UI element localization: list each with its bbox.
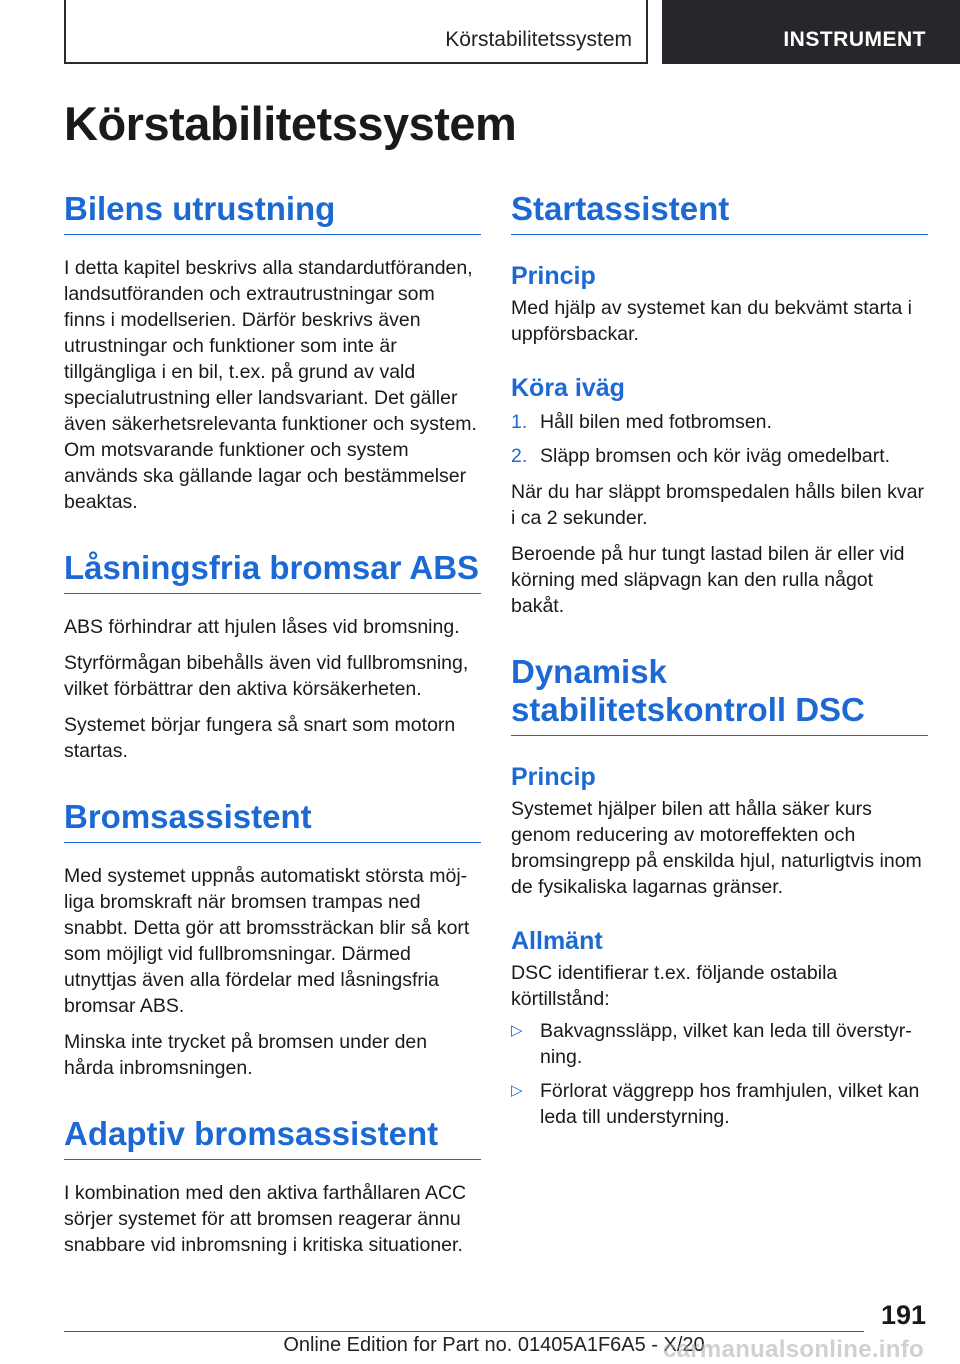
adaptiv-bromsassistent-text: I kombination med den aktiva farthållaren ACC sörjer systemet för att bromsen reagerar ännu snabbare vid inbromsning i kritiska situationer. xyxy=(64,1182,467,1256)
triangle-right-icon: ▷ xyxy=(511,1082,523,1099)
header-section-title: Körstabilitetssystem xyxy=(445,28,632,51)
kora-ivag-steps xyxy=(511,409,928,469)
heading-dsc: Dynamisk stabilitetskontroll DSC xyxy=(511,653,928,736)
heading-dsc-princip: Princip xyxy=(511,763,596,791)
bromsassistent-text-2: Minska inte trycket på bromsen under den hårda inbromsningen. xyxy=(64,1031,428,1079)
abs-text-3: Systemet börjar fungera så snart som motorn startas. xyxy=(64,714,456,762)
heading-start-princip: Princip xyxy=(511,262,596,290)
page-title: Körstabilitetssystem xyxy=(64,97,517,150)
bullet-text: Förlorat väggrepp hos framhjulen, vilket kan leda till understyrning. xyxy=(540,1080,920,1128)
bilens-utrustning-text: I detta kapitel beskrivs alla standardutföranden, landsutföranden och extrautrustningar som finns i modellserien. Därför beskrivs även utrustningar och funktioner som inte är tillgängliga i en bil, t.ex. på grund av vald specialutrustning eller landsvariant. Det gäller även säkerhetsrelevanta funktioner och system. Om motsvarande funktioner och system används ska gällande lagar och bestämmelser beaktas. xyxy=(64,257,477,513)
allmant-text: DSC identifierar t.ex. följande ostabila körtillstånd: xyxy=(511,962,838,1010)
list-item xyxy=(511,443,928,469)
header-chapter-tab xyxy=(662,0,960,64)
bullet-text: Bakvagnssläpp, vilket kan leda till överstyrning. xyxy=(540,1020,912,1068)
step-number: 1. xyxy=(511,411,528,433)
abs-text-2: Styrförmågan bibehålls även vid fullbromsning, vilket förbättrar den aktiva körsäkerheten. xyxy=(64,652,469,700)
footer-edition-text: Online Edition for Part no. 01405A1F6A5 - X/20 xyxy=(283,1334,705,1356)
list-item xyxy=(511,1078,928,1130)
heading-bilens-utrustning: Bilens utrustning xyxy=(64,190,481,235)
triangle-right-icon: ▷ xyxy=(511,1022,523,1039)
start-princip-text: Med hjälp av systemet kan du bekvämt starta i uppförsbackar. xyxy=(511,297,913,345)
watermark-text: carmanualsonline.info xyxy=(662,1336,924,1363)
step-text: Släpp bromsen och kör iväg omedelbart. xyxy=(540,445,891,467)
right-column xyxy=(511,190,928,1138)
abs-text-1: ABS förhindrar att hjulen låses vid bromsning. xyxy=(64,616,460,638)
heading-kora-ivag: Köra iväg xyxy=(511,374,625,402)
step-number: 2. xyxy=(511,445,528,467)
bromsassistent-text-1: Med systemet uppnås automatiskt största möjliga bromskraft när bromsen trampas ned snabbt. Detta gör att bromssträckan blir så kort som möjligt vid fullbromsningar. Därmed utnyttjas även alla fördelar med låsningsfria bromsar ABS. xyxy=(64,865,470,1017)
heading-startassistent: Startassistent xyxy=(511,190,928,235)
page-number: 191 xyxy=(880,1300,926,1330)
heading-allmant: Allmänt xyxy=(511,927,603,955)
heading-adaptiv-bromsassistent: Adaptiv bromsassistent xyxy=(64,1115,481,1160)
left-column xyxy=(64,190,481,1258)
header-section-box xyxy=(64,0,648,64)
heading-bromsassistent: Bromsassistent xyxy=(64,798,481,843)
heading-abs: Låsningsfria bromsar ABS xyxy=(64,549,481,594)
start-text-1: När du har släppt bromspedalen hålls bilen kvar i ca 2 sekunder. xyxy=(511,481,924,529)
step-text: Håll bilen med fotbromsen. xyxy=(540,411,772,433)
dsc-conditions-list xyxy=(511,1018,928,1130)
list-item xyxy=(511,409,928,435)
list-item xyxy=(511,1018,928,1070)
dsc-princip-text: Systemet hjälper bilen att hålla säker kurs genom reducering av motoreffekten och bromsingrepp på enskilda hjul, naturligtvis inom de fysikaliska lagarnas gränser. xyxy=(511,798,922,898)
start-text-2: Beroende på hur tungt lastad bilen är eller vid körning med släpvagn kan den rulla något bakåt. xyxy=(511,543,905,617)
header-chapter-label: INSTRUMENT xyxy=(783,28,926,51)
footer-divider xyxy=(64,1331,864,1332)
